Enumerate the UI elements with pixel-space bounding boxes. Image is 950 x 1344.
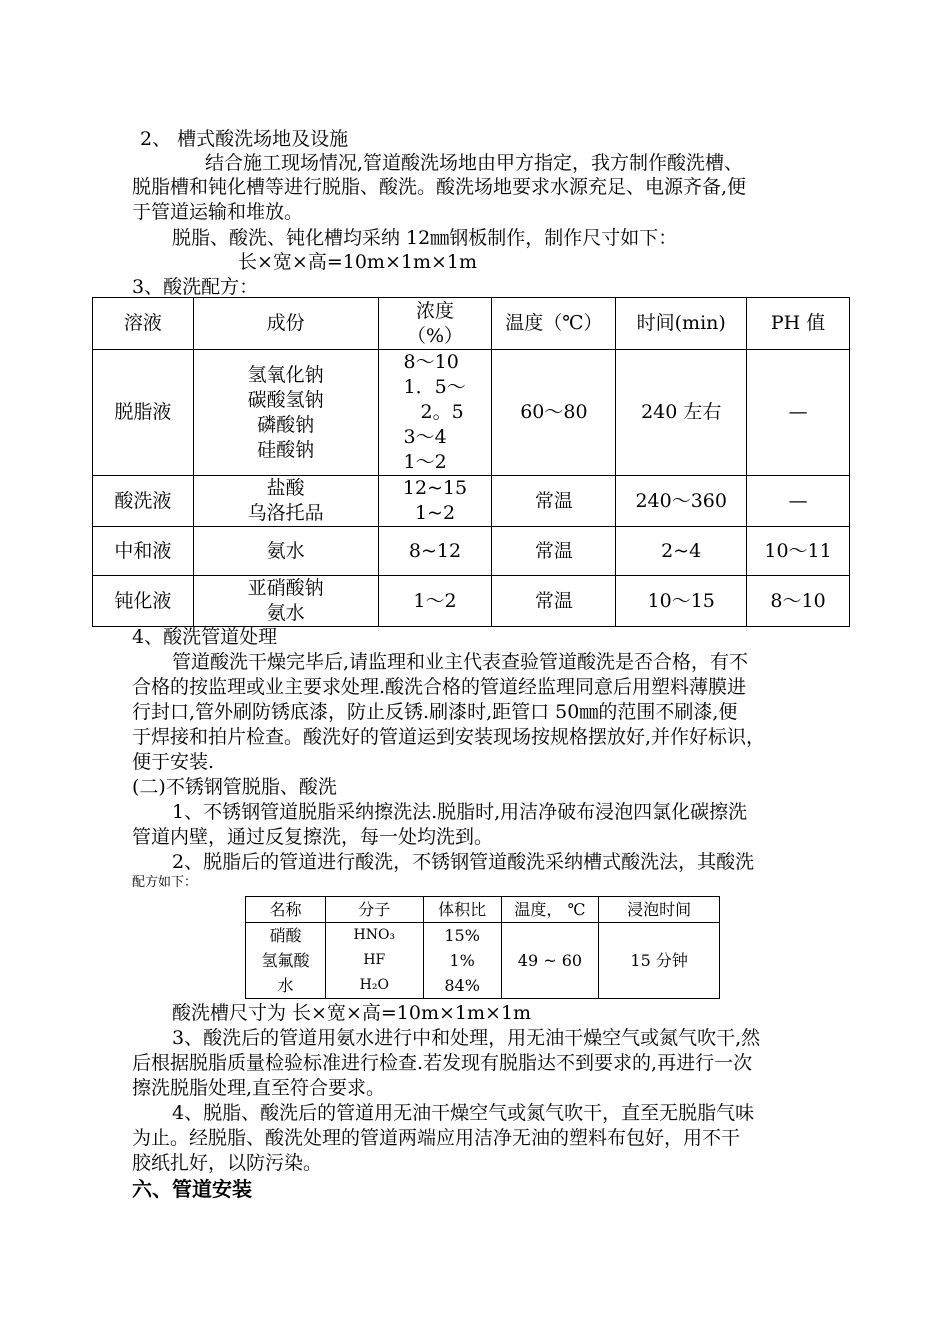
cell-temperature: 60～80 bbox=[492, 350, 616, 476]
cell-components: 盐酸 乌洛托品 bbox=[193, 476, 378, 527]
section-4-para-line-4: 于焊接和拍片检查。酸洗好的管道运到安装现场按规格摆放好,并作好标识， bbox=[132, 726, 766, 748]
cell-solution: 钝化液 bbox=[93, 576, 194, 627]
stainless-pickling-table bbox=[245, 896, 720, 999]
cell-temperature: 常温 bbox=[492, 576, 616, 627]
header-concentration: 浓度 （%） bbox=[378, 298, 492, 350]
cell-time: 2~4 bbox=[616, 527, 747, 576]
section-4-para-line-2: 合格的按监理或业主要求处理.酸洗合格的管道经监理同意后用塑料薄膜进 bbox=[132, 676, 747, 698]
cell-ph: — bbox=[747, 476, 850, 527]
header-components: 成份 bbox=[193, 298, 378, 350]
table-row bbox=[93, 350, 850, 476]
cell-time: 10～15 bbox=[616, 576, 747, 627]
cell-concentration: 8～10 1．5～ 2。5 3～4 1～2 bbox=[378, 350, 492, 476]
section-2-material-line: 脱脂、酸洗、钝化槽均采纳 12㎜钢板制作，制作尺寸如下： bbox=[172, 227, 678, 249]
section-2-para-line-2: 脱脂槽和钝化槽等进行脱脂、酸洗。酸洗场地要求水源充足、电源齐备,便 bbox=[132, 176, 747, 198]
part-2-item-4-line-2: 为止。经脱脂、酸洗处理的管道两端应用洁净无油的塑料布包好，用不干 bbox=[132, 1127, 741, 1149]
cell-components: 亚硝酸钠 氨水 bbox=[193, 576, 378, 627]
part-2-item-1-line-2: 管道内壁，通过反复擦洗，每一处均洗到。 bbox=[132, 826, 494, 848]
header-soak-time: 浸泡时间 bbox=[599, 897, 720, 923]
cell-components: 氨水 bbox=[193, 527, 378, 576]
cell-temperature: 49 ~ 60 bbox=[501, 923, 599, 999]
section-4-para-line-3: 行封口,管外刷防锈底漆，防止反锈.刷漆时,距管口 50㎜的范围不刷漆,便 bbox=[132, 701, 738, 723]
cell-time: 240～360 bbox=[616, 476, 747, 527]
header-temperature: 温度， ℃ bbox=[501, 897, 599, 923]
cell-temperature: 常温 bbox=[492, 527, 616, 576]
table-row bbox=[93, 576, 850, 627]
cell-solution: 酸洗液 bbox=[93, 476, 194, 527]
section-2-heading: 2、 槽式酸洗场地及设施 bbox=[140, 128, 349, 150]
header-volume-ratio: 体积比 bbox=[423, 897, 501, 923]
table-header-row bbox=[93, 298, 850, 350]
header-temperature: 温度（℃） bbox=[492, 298, 616, 350]
section-4-para-line-5: 便于安装. bbox=[132, 751, 215, 773]
header-name: 名称 bbox=[246, 897, 326, 923]
table2-header-row bbox=[246, 897, 720, 923]
section-4-para-line-1: 管道酸洗干燥完毕后,请监理和业主代表查验管道酸洗是否合格，有不 bbox=[172, 651, 749, 673]
section-2-para-line-1: 结合施工现场情况,管道酸洗场地由甲方指定，我方制作酸洗槽、 bbox=[205, 152, 744, 174]
cell-concentration: 12~15 1~2 bbox=[378, 476, 492, 527]
header-formula: 分子 bbox=[325, 897, 423, 923]
part-2-item-3-line-2: 后根据脱脂质量检验标准进行检查.若发现有脱脂达不到要求的,再进行一次 bbox=[132, 1052, 753, 1074]
cell-components: 氢氧化钠 碳酸氢钠 磷酸钠 硅酸钠 bbox=[193, 350, 378, 476]
section-4-heading: 4、酸洗管道处理 bbox=[132, 626, 278, 648]
header-ph: PH 值 bbox=[747, 298, 850, 350]
table-row bbox=[246, 923, 720, 999]
cell-soak-time: 15 分钟 bbox=[599, 923, 720, 999]
header-time: 时间(min) bbox=[616, 298, 747, 350]
cell-solution: 脱脂液 bbox=[93, 350, 194, 476]
section-2-para-line-3: 于管道运输和堆放。 bbox=[132, 201, 304, 223]
header-solution: 溶液 bbox=[93, 298, 194, 350]
section-6-heading: 六、管道安装 bbox=[132, 1177, 252, 1201]
part-2-item-3-line-1: 3、酸洗后的管道用氨水进行中和处理，用无油干燥空气或氮气吹干,然 bbox=[172, 1027, 761, 1049]
part-2-item-1-line-1: 1、不锈钢管道脱脂采纳擦洗法.脱脂时,用洁净破布浸泡四氯化碳擦洗 bbox=[172, 801, 748, 823]
part-2-item-4-line-3: 胶纸扎好，以防污染。 bbox=[132, 1152, 323, 1174]
cell-solution: 中和液 bbox=[93, 527, 194, 576]
section-3-heading: 3、酸洗配方： bbox=[132, 276, 259, 298]
table-row bbox=[93, 527, 850, 576]
part-2-heading: (二)不锈钢管脱脂、酸洗 bbox=[132, 776, 337, 798]
cell-ph: — bbox=[747, 350, 850, 476]
cell-ph: 10～11 bbox=[747, 527, 850, 576]
cell-time: 240 左右 bbox=[616, 350, 747, 476]
cell-concentration: 8~12 bbox=[378, 527, 492, 576]
part-2-item-3-line-3: 擦洗脱脂处理,直至符合要求。 bbox=[132, 1077, 386, 1099]
part-2-item-2-line: 2、脱脂后的管道进行酸洗，不锈钢管道酸洗采纳槽式酸洗法，其酸洗 bbox=[172, 851, 755, 873]
table-row bbox=[93, 476, 850, 527]
section-2-size-line: 长×宽×高=10m×1m×1m bbox=[238, 251, 478, 273]
cell-formulas: HNO₃ HF H₂O bbox=[325, 923, 423, 999]
part-2-item-4-line-1: 4、脱脂、酸洗后的管道用无油干燥空气或氮气吹干，直至无脱脂气味 bbox=[172, 1102, 755, 1124]
pickling-formula-table bbox=[92, 297, 850, 627]
cell-ph: 8～10 bbox=[747, 576, 850, 627]
cell-concentration: 1～2 bbox=[378, 576, 492, 627]
cell-ratios: 15% 1% 84% bbox=[423, 923, 501, 999]
part-2-item-2-small: 配方如下： bbox=[132, 875, 198, 890]
cell-temperature: 常温 bbox=[492, 476, 616, 527]
tank-size-line: 酸洗槽尺寸为 长×宽×高=10m×1m×1m bbox=[172, 1002, 532, 1024]
cell-names: 硝酸 氢氟酸 水 bbox=[246, 923, 326, 999]
